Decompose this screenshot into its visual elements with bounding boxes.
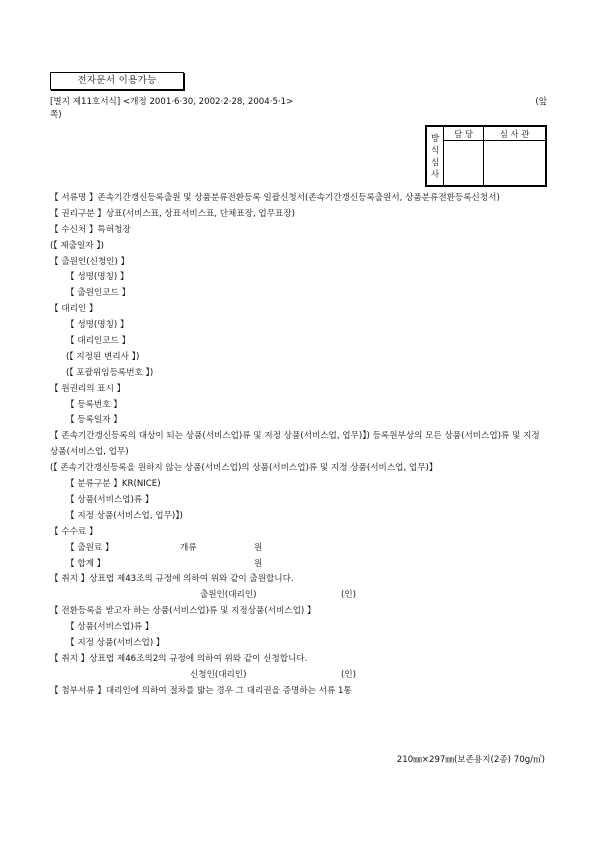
total-label: 【 합계 】	[66, 558, 106, 569]
line-application-fee	[50, 541, 547, 557]
paper-spec: 210㎜×297㎜(보존용지(2종) 70g/㎡)	[396, 755, 545, 765]
approval-officer-header: 담 당	[444, 127, 484, 141]
application-fee-label: 【 출원료 】	[66, 542, 114, 553]
line-renewal-target: 【 존속기간갱신등록의 대상이 되는 상품(서비스업)류 및 지정 상품(서비스업, 업무)】) 등록원부상의 모든 상품(서비스업)류 및 지정상품(서비스업, 업무)	[50, 431, 540, 458]
approval-examiner-cell	[484, 141, 546, 186]
line-general-power: (【 포괄위임등록번호 】)	[66, 367, 154, 378]
approval-box	[425, 125, 547, 187]
electronic-document-badge: 전자문서 이용가능	[50, 72, 184, 90]
approval-examiner-header: 심 사 관	[484, 127, 546, 141]
line-registration-number: 【 등록번호 】	[66, 399, 122, 410]
line-designated-attorney: (【 지정된 변리사 】)	[66, 351, 140, 362]
application-fee-won: 원	[254, 542, 263, 553]
line-signature-requester	[50, 668, 547, 684]
form-reference: [별지 제11호서식] <개정 2001·6·30, 2002·2·28, 2004·5·1>	[50, 97, 294, 107]
requester-signature-label: 신청인(대리인)	[190, 669, 247, 680]
application-fee-count-unit: 개류	[180, 542, 197, 553]
line-right-type: 【 권리구분 】상표(서비스표, 상표서비스표, 단체표장, 업무표장)	[50, 208, 295, 219]
line-submission-date: (【 제출일자 】)	[50, 240, 104, 251]
approval-side-label: 방 식 심 사	[427, 127, 444, 186]
line-conversion: 【 전환등록을 받고자 하는 상품(서비스업)류 및 지정상품(서비스업) 】	[50, 606, 316, 617]
line-fee: 【 수수료 】	[50, 526, 98, 537]
line-attachments: 【 첨부서류 】대리인에 의하여 절차를 밟는 경우 그 대리권을 증명하는 서류 1통	[50, 685, 352, 696]
line-purpose-2: 【 취지 】상표법 제46조의2의 규정에 의하여 위와 같이 신청합니다.	[50, 653, 308, 664]
line-signature-applicant	[50, 588, 547, 604]
line-conv-goods-class: 【 상품(서비스업)류 】	[66, 622, 154, 633]
requester-seal: (인)	[341, 669, 357, 680]
line-applicant: 【 출원인(신청인) 】	[50, 256, 130, 267]
line-purpose-1: 【 취지 】상표법 제43조의 규정에 의하여 위와 같이 출원합니다.	[50, 574, 294, 585]
front-label: (앞	[535, 97, 547, 107]
line-total	[50, 557, 547, 573]
front-label-cont: 쪽)	[50, 110, 62, 120]
line-recipient: 【 수신처 】특허청장	[50, 224, 131, 235]
line-original-right: 【 원권리의 표시 】	[50, 383, 126, 394]
applicant-seal: (인)	[341, 590, 357, 601]
line-document-name: 【 서류명 】존속기간갱신등록출원 및 상품분류전환등록 일괄신청서(존속기간갱신등록출원서, 상품분류전환등록신청서)	[50, 193, 500, 203]
line-registration-date: 【 등록일자 】	[66, 415, 122, 426]
line-applicant-code: 【 출원인코드 】	[66, 288, 131, 299]
line-conv-designated-goods: 【 지정 상품(서비스업) 】	[66, 637, 165, 648]
approval-officer-cell	[444, 141, 484, 186]
total-won: 원	[254, 558, 263, 569]
line-applicant-name: 【 성명(명칭) 】	[66, 272, 129, 283]
line-designated-goods: 【 지정 상품(서비스업, 업무)】)	[66, 510, 183, 521]
form-body	[50, 191, 547, 700]
line-agent-name: 【 성명(명칭) 】	[66, 320, 129, 331]
line-agent: 【 대리인 】	[50, 304, 98, 315]
line-agent-code: 【 대리인코드 】	[66, 336, 131, 347]
applicant-signature-label: 출원인(대리인)	[200, 590, 257, 601]
line-classification: 【 분류구분 】KR(NICE)	[66, 479, 161, 490]
form-header	[50, 96, 547, 122]
line-exclusion: (【 존속기간갱신등록을 원하지 않는 상품(서비스업)의 상품(서비스업)류 및 지정 상품(서비스업, 업무)】	[50, 463, 438, 474]
line-goods-class: 【 상품(서비스업)류 】	[66, 494, 154, 505]
